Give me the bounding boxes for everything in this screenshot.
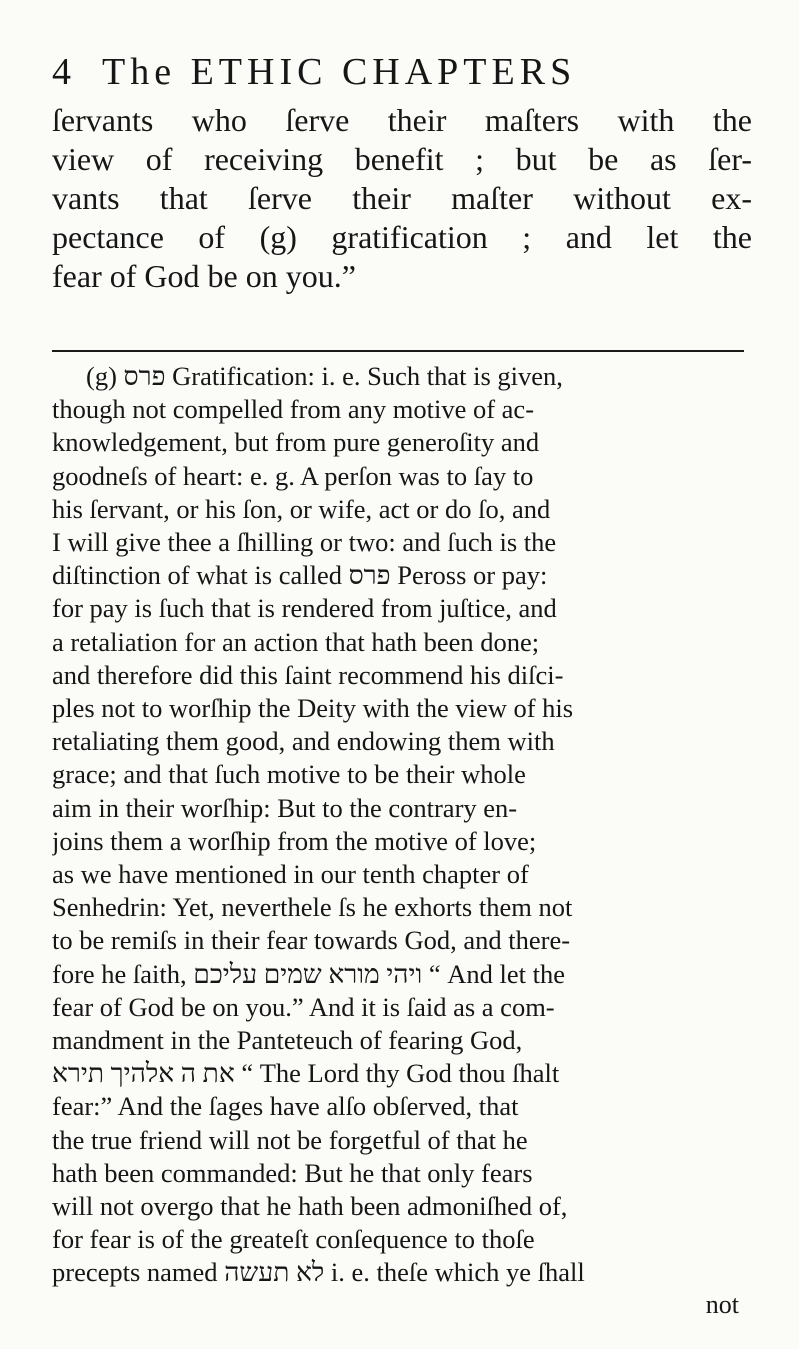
catchword: not xyxy=(705,1290,739,1319)
footnote-line: diſtinction of what is called פרס Peross or pay: xyxy=(52,560,548,591)
main-text-line: fear of God be on you.” xyxy=(52,258,356,294)
footnote-line: precepts named לא תעשה i. e. theſe which ye ſhall xyxy=(52,1257,585,1288)
footnote-line: joins them a worſhip from the motive of love; xyxy=(52,825,537,856)
footnote-line: for pay is ſuch that is rendered from juſtice, and xyxy=(52,593,557,624)
footnote-line: the true friend will not be forgetful of that he xyxy=(52,1124,528,1155)
footnote-line: ples not to worſhip the Deity with the view of his xyxy=(52,693,574,724)
footnote-line: and therefore did this ſaint recommend his diſci- xyxy=(52,659,564,690)
footnote-line: his ſervant, or his ſon, or wife, act or do ſo, and xyxy=(52,493,551,524)
main-text-line: vants that ſerve their maſter without ex- xyxy=(52,180,752,216)
footnote-line: fear:” And the ſages have alſo obſerved, that xyxy=(52,1091,519,1122)
footnote-line: (g) פרס Gratification: i. e. Such that is given, xyxy=(86,361,563,391)
footnote-line: aim in their worſhip: But to the contrary en- xyxy=(52,792,518,823)
page-number: 4 xyxy=(52,51,71,93)
footnote-line: knowledgement, but from pure generoſity and xyxy=(52,427,540,458)
footnote-line: goodneſs of heart: e. g. A perſon was to ſay to xyxy=(52,460,534,491)
main-text xyxy=(52,101,752,296)
footnote-line: mandment in the Panteteuch of fearing God, xyxy=(52,1025,523,1056)
main-text-line: ſervants who ſerve their maſters with the xyxy=(52,102,752,138)
footnote-rule xyxy=(52,350,744,352)
footnote-line: to be remiſs in their fear towards God, and there- xyxy=(52,925,571,956)
footnote-line: though not compelled from any motive of ac- xyxy=(52,394,535,425)
main-text-line: view of receiving benefit ; but be as ſer- xyxy=(52,141,752,177)
footnote-line: I will give thee a ſhilling or two: and ſuch is the xyxy=(52,527,557,558)
footnote-line: as we have mentioned in our tenth chapter of xyxy=(52,859,529,890)
footnote-line: hath been commanded: But he that only fears xyxy=(52,1157,533,1188)
footnote-line: fore he ſaith, ויהי מורא שמים עליכם “ And let the xyxy=(52,958,566,989)
running-title: The ETHIC CHAPTERS xyxy=(102,51,577,93)
footnote-line: את ה אלהיך תירא “ The Lord thy God thou ſhalt xyxy=(52,1058,560,1089)
footnote-line: Senhedrin: Yet, neverthele ſs he exhorts them not xyxy=(52,892,573,923)
footnote-line: will not overgo that he hath been admoniſhed of, xyxy=(52,1191,568,1222)
footnote-line: retaliating them good, and endowing them with xyxy=(52,726,555,757)
footnote-line: fear of God be on you.” And it is ſaid as a com- xyxy=(52,991,555,1022)
footnote-line: a retaliation for an action that hath been done; xyxy=(52,626,540,657)
footnote-line: grace; and that ſuch motive to be their whole xyxy=(52,759,526,790)
running-head xyxy=(52,50,752,94)
footnote xyxy=(52,360,772,1290)
main-text-line: pectance of (g) gratification ; and let the xyxy=(52,219,752,255)
footnote-line: for fear is of the greateſt conſequence to thoſe xyxy=(52,1224,535,1255)
